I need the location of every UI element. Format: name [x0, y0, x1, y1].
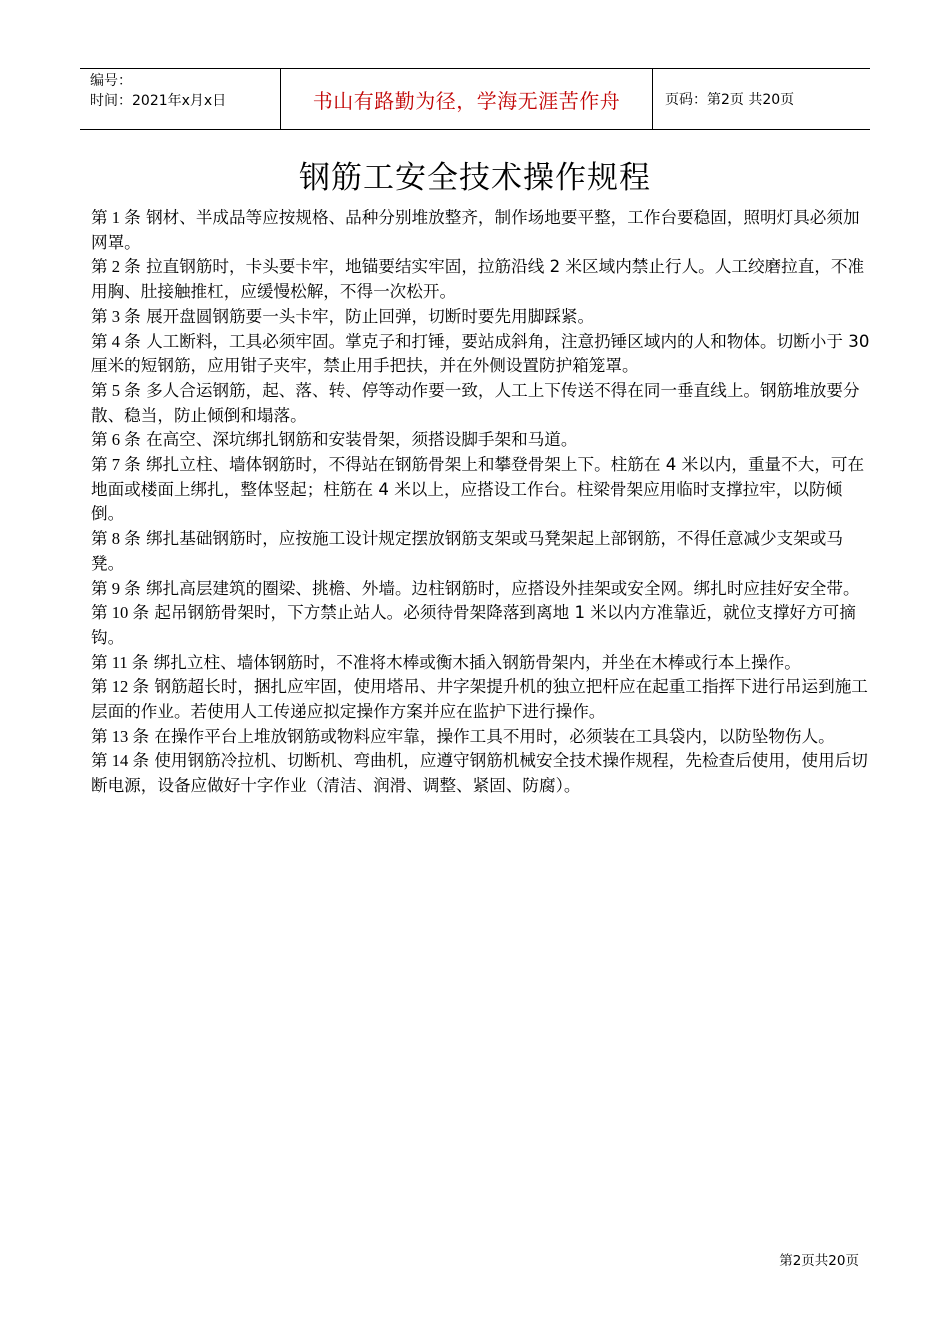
article-number: 第 3 条: [91, 306, 141, 326]
article-5: [91, 379, 873, 428]
article-text: 起吊钢筋骨架时，下方禁止站人。必须待骨架降落到离地 1 米以内方准靠近，就位支撑好方可摘钩。: [91, 603, 856, 647]
article-text: 拉直钢筋时，卡头要卡牢，地锚要结实牢固，拉筋沿线 2 米区域内禁止行人。人工绞磨拉直，不准用胸、肚接触推杠，应缓慢松解，不得一次松开。: [91, 257, 865, 302]
article-number: 第 10 条: [91, 603, 150, 623]
article-text: 在操作平台上堆放钢筋或物料应牢靠，操作工具不用时，必须装在工具袋内，以防坠物伤人。: [154, 726, 835, 746]
article-number: 第 8 条: [91, 529, 141, 549]
article-text: 使用钢筋冷拉机、切断机、弯曲机，应遵守钢筋机械安全技术操作规程，先检查后使用，使用后切断电源，设备应做好十字作业（清洁、润滑、调整、紧固、防腐）。: [91, 751, 868, 796]
article-text: 多人合运钢筋，起、落、转、停等动作要一致，人工上下传送不得在同一垂直线上。钢筋堆放要分散、稳当，防止倾倒和塌落。: [91, 380, 860, 425]
article-text: 在高空、深坑绑扎钢筋和安装骨架，须搭设脚手架和马道。: [146, 430, 578, 450]
article-11: [91, 651, 873, 676]
article-text: 绑扎基础钢筋时，应按施工设计规定摆放钢筋支架或马凳架起上部钢筋，不得任意减少支架或马凳。: [91, 529, 843, 573]
document-header: [80, 68, 870, 130]
article-12: [91, 675, 873, 724]
number-label: 编号：: [90, 73, 132, 89]
article-3: [91, 305, 873, 330]
header-page-cell: [653, 69, 870, 129]
footer-page-number: 第2页共20页: [779, 1253, 859, 1269]
document-title: 钢筋工安全技术操作规程: [299, 160, 651, 196]
article-4: [91, 330, 873, 379]
article-number: 第 6 条: [91, 430, 141, 450]
article-text: 绑扎立柱、墙体钢筋时，不准将木棒或衡木插入钢筋骨架内，并坐在木棒或行本上操作。: [153, 652, 801, 672]
time-label: 时间：2021年x月x日: [90, 93, 227, 109]
article-number: 第 12 条: [91, 677, 150, 697]
motto-text: 书山有路勤为径，学海无涯苦作舟: [312, 88, 621, 113]
article-6: [91, 428, 873, 453]
article-13: [91, 725, 873, 750]
article-7: [91, 453, 873, 527]
article-2: [91, 255, 873, 304]
article-number: 第 11 条: [91, 652, 149, 672]
article-number: 第 14 条: [91, 751, 150, 771]
article-number: 第 4 条: [91, 331, 141, 351]
article-text: 人工断料，工具必须牢固。掌克子和打锤，要站成斜角，注意扔锤区域内的人和物体。切断小于 30 厘米的短钢筋，应用钳子夹牢，禁止用手把扶，并在外侧设置防护箱笼罩。: [91, 331, 870, 376]
article-text: 钢材、半成品等应按规格、品种分别堆放整齐，制作场地要平整，工作台要稳固，照明灯具必须加网罩。: [91, 208, 860, 252]
document-body: [91, 206, 873, 799]
article-number: 第 9 条: [91, 578, 141, 598]
article-1: [91, 206, 873, 255]
article-text: 绑扎高层建筑的圈梁、挑檐、外墙。边柱钢筋时，应搭设外挂架或安全网。绑扎时应挂好安全带。: [146, 578, 860, 598]
page-label: 页码：第2页 共20页: [665, 92, 795, 108]
article-text: 钢筋超长时，捆扎应牢固，使用塔吊、井字架提升机的独立把杆应在起重工指挥下进行吊运到施工层面的作业。若使用人工传递应拟定操作方案并应在监护下进行操作。: [91, 677, 868, 722]
article-8: [91, 527, 873, 576]
article-9: [91, 577, 873, 602]
article-text: 绑扎立柱、墙体钢筋时，不得站在钢筋骨架上和攀登骨架上下。柱筋在 4 米以内，重量不大，可在地面或楼面上绑扎，整体竖起；柱筋在 4 米以上，应搭设工作台。柱梁骨架应用临时支撑拉牢，以防倾倒。: [91, 455, 865, 524]
article-number: 第 2 条: [91, 257, 141, 277]
article-10: [91, 601, 873, 650]
header-motto-cell: [281, 69, 653, 129]
article-number: 第 5 条: [91, 380, 141, 400]
article-number: 第 13 条: [91, 726, 150, 746]
article-number: 第 1 条: [91, 208, 141, 227]
article-14: [91, 749, 873, 798]
article-number: 第 7 条: [91, 455, 141, 475]
article-text: 展开盘圆钢筋要一头卡牢，防止回弹，切断时要先用脚踩紧。: [146, 306, 595, 326]
header-meta-cell: [80, 69, 281, 129]
